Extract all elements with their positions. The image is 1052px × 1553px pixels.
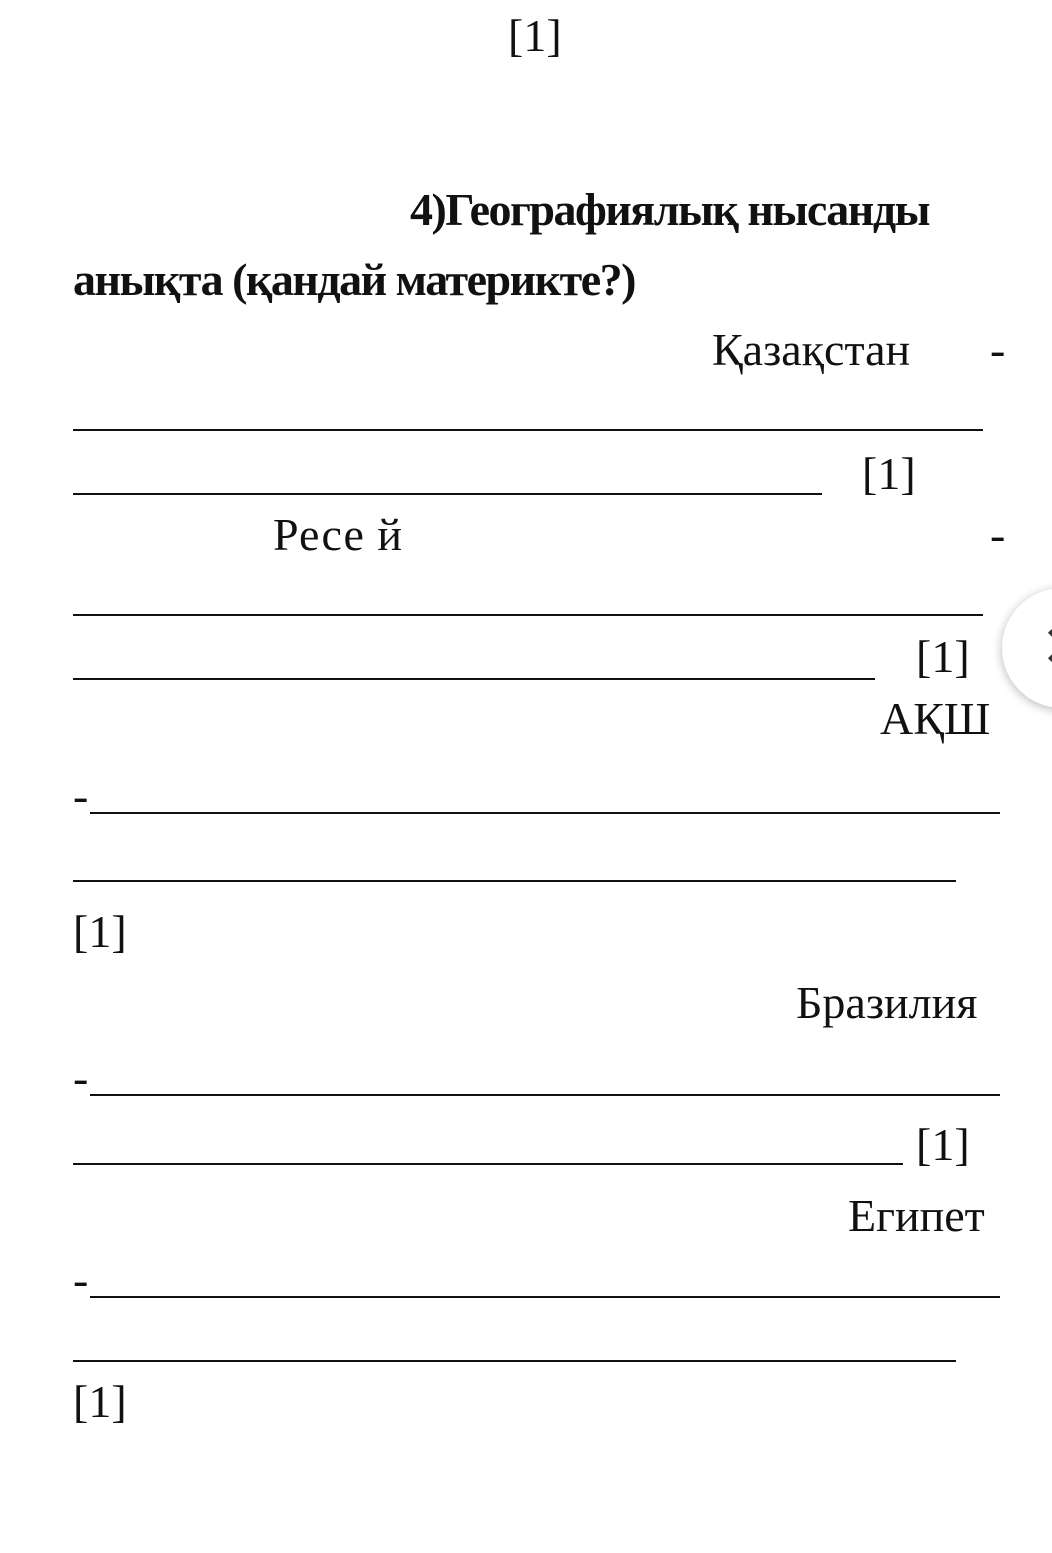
answer-line <box>73 1360 956 1362</box>
answer-line <box>73 493 822 495</box>
question-heading-line1: 4)Географиялық нысанды <box>410 184 929 235</box>
score-mark-top: [1] <box>508 10 562 61</box>
answer-line <box>73 429 983 431</box>
next-page-button[interactable] <box>1002 588 1052 708</box>
answer-line <box>73 880 956 882</box>
item-country-kazakhstan: Қазақстан <box>712 324 911 375</box>
item-country-russia: Ресе й <box>273 509 404 560</box>
answer-line <box>73 1163 903 1165</box>
score-mark: [1] <box>916 631 970 682</box>
item-dash: - <box>73 1254 89 1305</box>
answer-line <box>90 1296 1000 1298</box>
answer-line <box>90 1094 1000 1096</box>
score-mark: [1] <box>916 1119 970 1170</box>
item-country-usa: АҚШ <box>880 693 991 744</box>
item-dash: - <box>990 324 1006 375</box>
answer-line <box>73 614 983 616</box>
score-mark: [1] <box>73 1376 127 1427</box>
item-dash: - <box>73 1052 89 1103</box>
chevron-right-icon <box>1035 629 1052 662</box>
item-dash: - <box>990 509 1006 560</box>
score-mark: [1] <box>73 906 127 957</box>
answer-line <box>90 812 1000 814</box>
item-country-brazil: Бразилия <box>796 977 978 1028</box>
item-dash: - <box>73 770 89 821</box>
score-mark: [1] <box>862 448 916 499</box>
item-country-egypt: Египет <box>848 1190 985 1241</box>
answer-line <box>73 678 875 680</box>
question-heading-line2: анықта (қандай материкте?) <box>73 254 635 305</box>
